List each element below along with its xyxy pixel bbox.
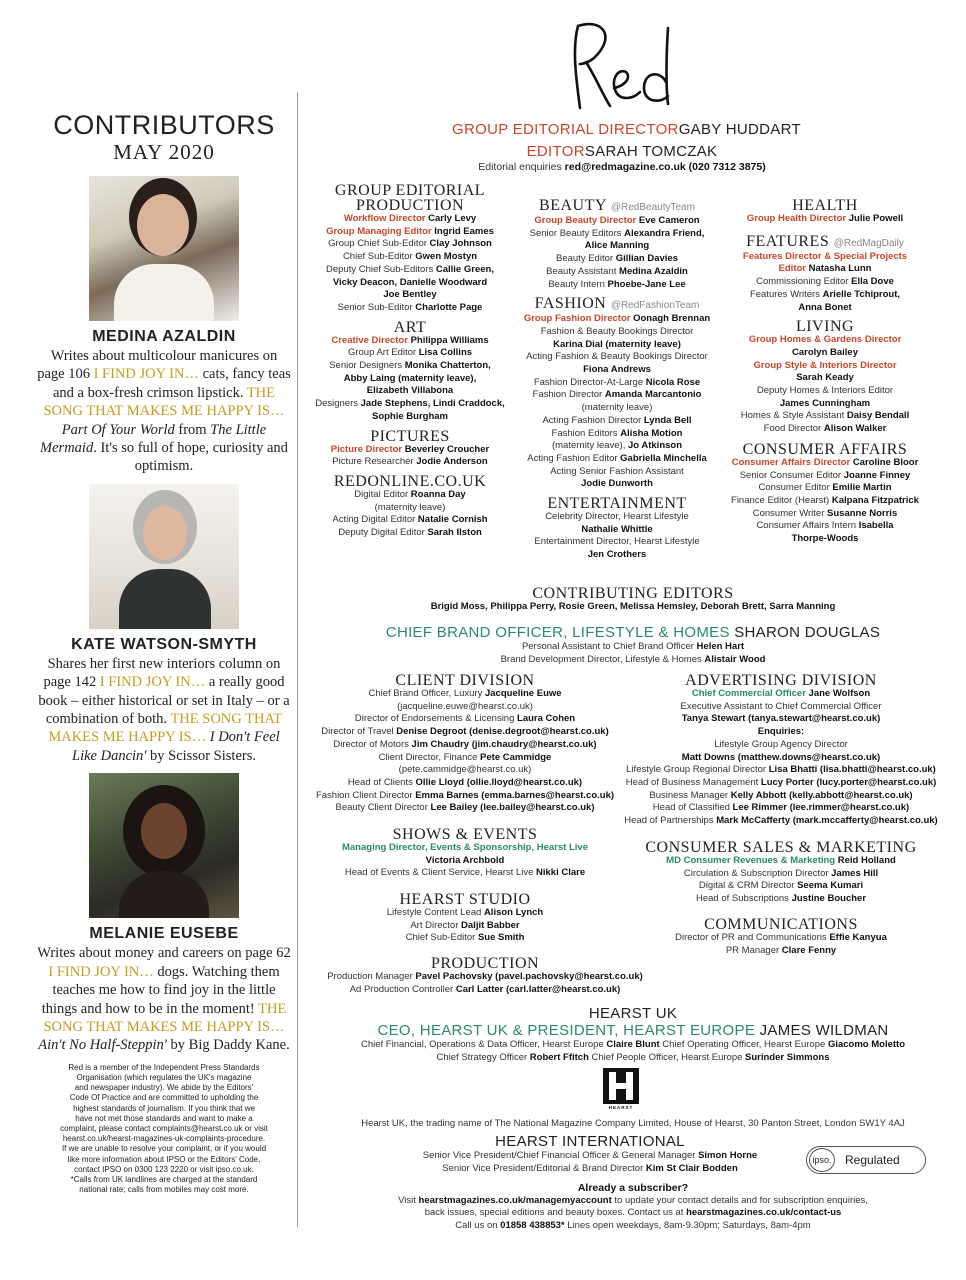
subscriber-info: Already a subscriber? Visit hearstmagazines.co.uk/managemyaccount to update your contact details and for subscription enquiries, back issues, special editions and beauty boxes. Contact us at hearstmagazines.co.uk/contact-us Call us on 01858 438853* Lines open weekdays, 8am-9.30pm; Saturdays, 8am-4pm <box>300 1182 966 1233</box>
staff-line: Group Health Director Julie Powell <box>746 213 904 224</box>
staff-line: Brand Development Director, Lifestyle & Homes Alistair Wood <box>500 653 766 665</box>
contributors-column <box>36 110 292 1195</box>
contributing-editors <box>300 586 966 614</box>
section-heading: ADVERTISING DIVISION <box>685 672 877 689</box>
staff-line: Creative Director Philippa Williams <box>331 334 489 346</box>
staff-line: Food Director Alison Walker <box>763 423 887 435</box>
hearst-studio <box>305 892 625 945</box>
staff-line: Matt Downs (matthew.downs@hearst.co.uk) <box>681 751 881 763</box>
staff-line: Chief Commercial Officer Jane Wolfson <box>691 688 871 699</box>
staff-line: Anna Bonet <box>798 301 852 313</box>
contributors-month: MAY 2020 <box>113 140 215 164</box>
staff-list <box>512 326 722 491</box>
manage-account-link[interactable]: hearstmagazines.co.uk/managemyaccount <box>418 1194 612 1206</box>
staff-line: (maternity leave), Jo Atkinson <box>551 440 683 452</box>
staff-line: Workflow Director Carly Levy <box>343 213 477 224</box>
staff-line: Senior Beauty Editors Alexandra Friend, <box>529 227 705 239</box>
staff-line: Designers Jade Stephens, Lindi Craddock, <box>315 398 505 410</box>
staff-list <box>720 263 930 276</box>
red-logo <box>562 18 682 116</box>
staff-line: Vicky Deacon, Danielle Woodward <box>332 276 488 288</box>
staff-list <box>300 489 520 540</box>
editor: EDITORSARAH TOMCZAK <box>526 143 718 160</box>
staff-line: Chief Sub-Editor Gwen Mostyn <box>342 251 478 263</box>
staff-list: Managing Director, Events & Sponsorship, Hearst Live <box>341 842 588 853</box>
staff-line: Sarah Keady <box>796 372 854 384</box>
staff-line: Acting Fashion Editor Gabriella Minchella <box>527 452 707 464</box>
contact-us-link[interactable]: hearstmagazines.co.uk/contact-us <box>686 1207 842 1219</box>
staff-line: Nathalie Whittle <box>581 523 653 535</box>
staff-list <box>622 932 940 957</box>
staff-list <box>380 1150 800 1175</box>
staff-list <box>622 688 940 701</box>
section-heading: FASHION @RedFashionTeam <box>534 295 700 313</box>
staff-line: Executive Assistant to Chief Commercial Officer <box>680 700 882 712</box>
staff-line: Head of Partnerships Mark McCafferty (mark.mccafferty@hearst.co.uk) <box>624 815 938 827</box>
staff-list <box>300 444 520 457</box>
staff-line: Deputy Digital Editor Sarah Ilston <box>338 527 482 539</box>
staff-list <box>720 276 930 314</box>
staff-line: Enquiries: <box>757 726 805 738</box>
staff-line: Entertainment Director, Hearst Lifestyle <box>534 536 700 548</box>
staff-line: Tanya Stewart (tanya.stewart@hearst.co.uk) <box>681 713 881 725</box>
section-heading: ENTERTAINMENT <box>547 495 687 513</box>
section-heading: PRODUCTION <box>355 197 465 214</box>
staff-line: Fiona Andrews <box>583 364 651 376</box>
subscriber-question: Already a subscriber? <box>577 1182 689 1194</box>
staff-line: Director of Endorsements & Licensing Laura Cohen <box>354 713 576 725</box>
staff-line: Chief Brand Officer, Luxury Jacqueline Euwe <box>368 688 562 699</box>
advertising-division <box>622 673 940 828</box>
col-health-features <box>720 198 930 546</box>
client-division <box>305 673 625 815</box>
staff-line: Digital & CRM Director Seema Kumari <box>698 880 864 892</box>
section-heading: FEATURES @RedMagDaily <box>746 232 904 250</box>
staff-line: Fashion Director Amanda Marcantonio <box>532 389 702 401</box>
staff-line: Beauty Intern Phoebe-Jane Lee <box>548 278 686 290</box>
staff-line: Beauty Assistant Medina Azaldin <box>546 265 688 277</box>
staff-line: Head of Business Management Lucy Porter (lucy.porter@hearst.co.uk) <box>625 776 937 788</box>
staff-line: Consumer Editor Emilie Martin <box>758 482 892 494</box>
staff-line: Production Manager Pavel Pachovsky (pavel.pachovsky@hearst.co.uk) <box>327 971 643 982</box>
contributor-bio: Shares her first new interiors column on page 142 I FIND JOY IN… a really good book – either historical or set in Italy – or a combination of both. THE SONG THAT MAKES ME HAPPY IS… I Don't Feel Like Dancin' by Scissor Sisters. <box>38 655 290 764</box>
section-heading: CLIENT DIVISION <box>395 672 535 689</box>
staff-line: (jacqueline.euwe@hearst.co.uk) <box>397 700 533 712</box>
staff-line: Head of Classified Lee Rimmer (lee.rimmer@hearst.co.uk) <box>652 802 910 814</box>
staff-line: Thorpe-Woods <box>791 533 859 545</box>
section-heading: GROUP EDITORIAL <box>334 182 486 199</box>
staff-line: Acting Senior Fashion Assistant <box>550 465 684 477</box>
staff-line: Group Managing Editor Ingrid Eames <box>326 225 494 237</box>
staff-line: (maternity leave) <box>374 501 446 513</box>
staff-line: Ad Production Controller Carl Latter (carl.latter@hearst.co.uk) <box>349 983 621 995</box>
communications <box>622 917 940 957</box>
section-heading: LIVING <box>795 318 855 336</box>
section-heading: HEALTH <box>792 197 858 214</box>
staff-list <box>720 457 930 470</box>
staff-line: Lifestyle Group Agency Director <box>714 738 848 750</box>
staff-line: Business Manager Kelly Abbott (kelly.abbott@hearst.co.uk) <box>649 789 913 801</box>
staff-list <box>300 335 520 348</box>
staff-line: Acting Fashion Director Lynda Bell <box>542 414 692 426</box>
column-divider <box>297 92 298 1227</box>
staff-line: Fashion Director-At-Large Nicola Rose <box>533 376 701 388</box>
staff-line: Senior Designers Monika Chatterton, <box>329 360 491 372</box>
staff-list <box>512 511 722 562</box>
staff-line: Group Art Editor Lisa Collins <box>347 347 473 359</box>
staff-line: Commissioning Editor Ella Dove <box>756 276 894 288</box>
staff-list <box>300 641 966 666</box>
staff-list <box>720 372 930 436</box>
staff-list <box>512 313 722 326</box>
contributor-photo-kate <box>89 484 239 629</box>
hearst-uk <box>300 1005 966 1064</box>
staff-line: Picture Director Beverley Croucher <box>330 443 490 455</box>
staff-line: Group Chief Sub-Editor Clay Johnson <box>328 238 492 250</box>
staff-line: Director of Motors Jim Chaudry (jim.chaudry@hearst.co.uk) <box>333 738 597 750</box>
staff-list <box>622 868 940 906</box>
staff-list <box>305 907 625 945</box>
staff-line: Elizabeth Villabona <box>366 385 454 397</box>
staff-list <box>512 215 722 228</box>
section-heading: HEARST INTERNATIONAL <box>495 1133 685 1150</box>
group-editorial-director: GROUP EDITORIAL DIRECTORGABY HUDDART <box>452 121 801 138</box>
staff-line: Director of PR and Communications Effie Kanyua <box>675 932 887 943</box>
staff-line: Deputy Chief Sub-Editors Callie Green, <box>326 263 494 275</box>
section-heading: CONSUMER SALES & MARKETING <box>645 839 917 856</box>
staff-line: Client Director, Finance Pete Cammidge <box>378 751 552 763</box>
contributor-name: KATE WATSON-SMYTH <box>71 635 257 653</box>
staff-line: Art Director Daljit Babber <box>410 919 520 931</box>
consumer-sales-marketing <box>622 840 940 906</box>
section-heading: ART <box>393 318 427 336</box>
ipso-regulated-badge: ipso. Regulated <box>806 1146 926 1174</box>
hearst-logo <box>603 1068 639 1110</box>
company-address: Hearst UK, the trading name of The National Magazine Company Limited, House of Hearst, 30 Panton Street, London SW1Y 4AJ <box>361 1118 905 1129</box>
col-beauty-fashion <box>512 198 722 562</box>
staff-list <box>305 855 625 880</box>
staff-list <box>305 688 625 815</box>
staff-line: MD Consumer Revenues & Marketing Reid Holland <box>666 855 896 866</box>
staff-line: Alice Manning <box>584 240 650 252</box>
staff-line: Head of Clients Ollie Lloyd (ollie.lloyd@hearst.co.uk) <box>347 776 583 788</box>
staff-line: Group Fashion Director Oonagh Brennan <box>523 313 711 325</box>
contributor-name: MELANIE EUSEBE <box>89 925 239 943</box>
staff-line: Director of Travel Denise Degroot (denise.degroot@hearst.co.uk) <box>321 726 609 738</box>
section-heading: HEARST STUDIO <box>399 891 531 908</box>
staff-line: Senior Sub-Editor Charlotte Page <box>337 301 483 313</box>
staff-line: Lifestyle Content Lead Alison Lynch <box>386 907 544 918</box>
staff-line: Consumer Affairs Intern Isabella <box>756 520 894 532</box>
staff-line: Features Writers Arielle Tchiprout, <box>749 288 901 300</box>
staff-list: Carolyn Bailey <box>792 346 858 358</box>
staff-list <box>720 213 930 226</box>
staff-line: Sophie Burgham <box>371 410 448 422</box>
staff-list: Group Homes & Gardens Director <box>748 334 902 346</box>
staff-line: Joe Bentley <box>383 289 437 301</box>
staff-list: Group Style & Interiors Director <box>753 359 897 371</box>
production <box>305 956 665 996</box>
staff-line: Group Beauty Director Eve Cameron <box>534 215 700 226</box>
staff-list: Features Director & Special Projects <box>742 250 908 262</box>
svg-text:HEARST: HEARST <box>608 1105 634 1110</box>
staff-list <box>622 701 940 828</box>
staff-line: James Cunningham <box>779 397 871 409</box>
ipso-legal-notice: Red is a member of the Independent Press Standards Organisation (which regulates the UK's magazine and newspaper industry). We abide by the Editors' Code Of Practice and are committed to upholding the highest standards of journalism. If you think that we have not met those standards and want to make a complaint, please contact complaints@hearst.co.uk or visit hearst.co.uk/hearst-magazines-uk-complaints-procedure. If we are unable to resolve your complaint, or if you would like more information about IPSO or the Editors' Code, contact IPSO on 0300 123 2220 or visit ipso.co.uk. *Calls from UK landlines are charged at the standard national rate; calls from mobiles may cost more. <box>60 1062 268 1195</box>
staff-line: Acting Fashion & Beauty Bookings Director <box>526 351 708 363</box>
staff-line: Head of Subscriptions Justine Boucher <box>695 893 867 905</box>
contributor-name: MEDINA AZALDIN <box>92 328 236 345</box>
contributor-bio: Writes about money and careers on page 62 I FIND JOY IN… dogs. Watching them teaches me how to find joy in the little things and how to be in the moment! THE SONG THAT MAKES ME HAPPY IS… Ain't No Half-Steppin' by Big Daddy Kane. <box>37 945 291 1054</box>
staff-list <box>300 213 520 238</box>
staff-line: (maternity leave) <box>581 402 653 414</box>
section-heading: HEARST UK <box>588 1005 678 1022</box>
ceo-heading: CEO, HEARST UK & PRESIDENT, HEARST EUROPE JAMES WILDMAN <box>377 1022 889 1039</box>
staff-list <box>300 238 520 314</box>
staff-line: Karina Dial (maternity leave) <box>553 338 681 350</box>
staff-line: Jen Crothers <box>587 549 647 561</box>
staff-line: Senior Consumer Editor Joanne Finney <box>739 469 911 481</box>
staff-list <box>622 855 940 868</box>
staff-line: Celebrity Director, Hearst Lifestyle <box>545 511 689 523</box>
staff-line: Head of Events & Client Service, Hearst Live Nikki Clare <box>344 867 586 879</box>
section-heading: PRODUCTION <box>430 955 540 972</box>
staff-line: Fashion Client Director Emma Barnes (emma.barnes@hearst.co.uk) <box>315 789 615 801</box>
staff-line: Consumer Writer Susanne Norris <box>752 507 898 519</box>
section-heading: COMMUNICATIONS <box>704 916 858 933</box>
section-heading: BEAUTY @RedBeautyTeam <box>539 197 695 214</box>
staff-line: Abby Laing (maternity leave), <box>343 372 477 384</box>
hearst-international <box>380 1133 800 1175</box>
staff-list: Chief Strategy Officer Robert Ffitch Chief People Officer, Hearst Europe Surinder Simmons <box>436 1051 830 1063</box>
editorial-enquiries: Editorial enquiries red@redmagazine.co.uk (020 7312 3875) <box>478 161 766 173</box>
staff-line: Chief Sub-Editor Sue Smith <box>405 932 525 944</box>
staff-line: Beauty Client Director Lee Bailey (lee.bailey@hearst.co.uk) <box>335 802 595 814</box>
staff-line: Acting Digital Editor Natalie Cornish <box>332 514 488 526</box>
staff-line: Beauty Editor Gillian Davies <box>556 253 678 265</box>
staff-list <box>300 347 520 423</box>
section-heading: SHOWS & EVENTS <box>392 826 538 843</box>
chief-brand-officer <box>300 624 966 666</box>
staff-line: Deputy Homes & Interiors Editor <box>756 385 894 397</box>
staff-list <box>305 971 665 996</box>
cbo-heading: CHIEF BRAND OFFICER, LIFESTYLE & HOMES SHARON DOUGLAS <box>385 624 881 641</box>
section-heading: REDONLINE.CO.UK <box>333 472 487 490</box>
contributor-photo-medina <box>89 176 239 321</box>
staff-line: Editor Natasha Lunn <box>778 263 872 275</box>
staff-line: Picture Researcher Jodie Anderson <box>332 456 488 468</box>
contributor-photo-melanie <box>89 773 239 918</box>
staff-line: Digital Editor Roanna Day <box>354 488 466 500</box>
staff-line: Senior Vice President/Editorial & Brand Director Kim St Clair Bodden <box>442 1162 738 1174</box>
staff-line: Homes & Style Assistant Daisy Bendall <box>740 410 910 422</box>
staff-line: PR Manager Clare Fenny <box>725 944 837 956</box>
staff-line: Finance Editor (Hearst) Kalpana Fitzpatrick <box>731 494 919 506</box>
col-editorial-production <box>300 183 520 540</box>
staff-line: Victoria Archbold <box>425 854 505 866</box>
contributor-bio: Writes about multicolour manicures on page 106 I FIND JOY IN… cats, fancy teas and a box-fresh crimson lipstick. THE SONG THAT MAKES ME HAPPY IS… Part Of Your World from The Little Mermaid. It's so full of hope, curiosity and optimism. <box>37 348 291 475</box>
staff-list: Brigid Moss, Philippa Perry, Rosie Green, Melissa Hemsley, Deborah Brett, Sarra Manning <box>430 601 836 612</box>
section-heading: CONTRIBUTING EDITORS <box>532 585 734 602</box>
section-heading: CONSUMER AFFAIRS <box>742 440 908 458</box>
staff-line: Fashion & Beauty Bookings Director <box>540 325 694 337</box>
ipso-logo-icon: ipso. <box>809 1148 835 1172</box>
shows-events <box>305 827 625 880</box>
staff-line: Senior Vice President/Chief Financial Officer & General Manager Simon Horne <box>422 1150 758 1161</box>
section-heading: PICTURES <box>370 427 450 445</box>
staff-line: Lifestyle Group Regional Director Lisa Bhatti (lisa.bhatti@hearst.co.uk) <box>626 764 936 776</box>
staff-line: Jodie Dunworth <box>581 478 653 490</box>
staff-line: (pete.cammidge@hearst.co.uk) <box>398 764 532 776</box>
staff-line: Consumer Affairs Director Caroline Bloor <box>731 456 919 468</box>
staff-list: Chief Financial, Operations & Data Officer, Hearst Europe Claire Blunt Chief Operating Officer, Hearst Europe Giacomo Moletto <box>360 1039 905 1050</box>
staff-list <box>300 456 520 469</box>
staff-line: Fashion Editors Alisha Motion <box>551 427 683 439</box>
contributors-title: CONTRIBUTORS <box>53 110 275 140</box>
staff-list <box>512 228 722 292</box>
staff-line: Personal Assistant to Chief Brand Officer Helen Hart <box>521 641 745 652</box>
staff-line: Circulation & Subscription Director James Hill <box>683 867 879 879</box>
staff-list <box>720 470 930 546</box>
